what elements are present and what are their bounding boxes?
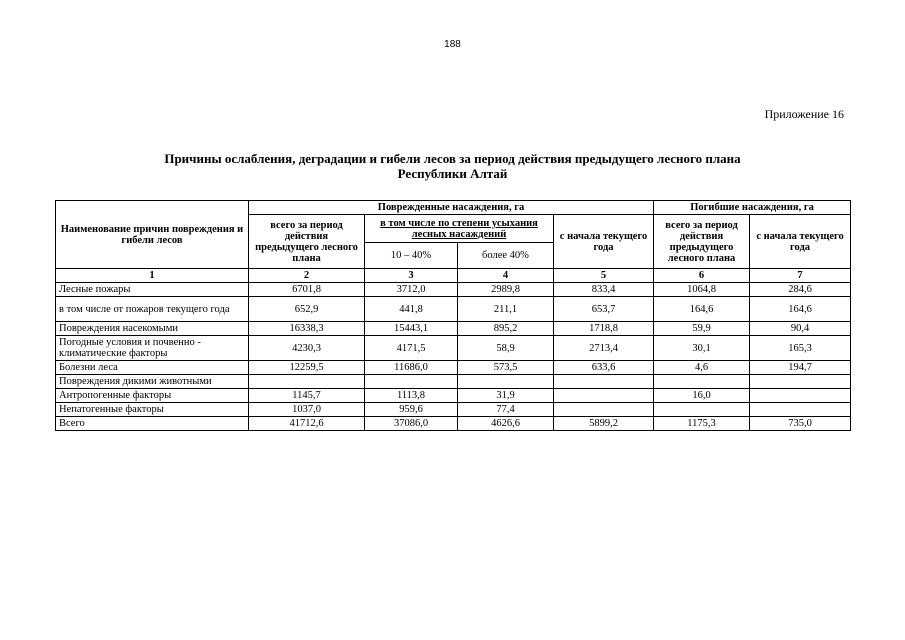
table-cell: 4,6 [654, 361, 750, 375]
table-cell: 15443,1 [365, 322, 458, 336]
table-cell [750, 375, 851, 389]
column-number: 7 [750, 269, 851, 283]
table-cell: 1113,8 [365, 389, 458, 403]
table-cell: 2989,8 [458, 283, 554, 297]
header-degree-over-40: более 40% [458, 243, 554, 269]
table-cell: 959,6 [365, 403, 458, 417]
header-cause-name: Наименование причин повреждения и гибели лесов [56, 201, 249, 269]
table-cell: 833,4 [554, 283, 654, 297]
table-cell: 1037,0 [249, 403, 365, 417]
table-cell: 652,9 [249, 297, 365, 322]
table-row-total [56, 417, 851, 431]
header-dead-total-prev-period: всего за период действия предыдущего лесного плана [654, 215, 750, 269]
table-cell: 1064,8 [654, 283, 750, 297]
table-cell [554, 403, 654, 417]
table-cell: 31,9 [458, 389, 554, 403]
table-row [56, 403, 851, 417]
header-degree-10-40: 10 – 40% [365, 243, 458, 269]
table-cell: 90,4 [750, 322, 851, 336]
table-cell [654, 403, 750, 417]
table-cell: 3712,0 [365, 283, 458, 297]
table-cell: 1145,7 [249, 389, 365, 403]
cause-name: Непатогенные факторы [56, 403, 249, 417]
table-cell: 41712,6 [249, 417, 365, 431]
table-row [56, 389, 851, 403]
table-cell: 165,3 [750, 336, 851, 361]
table-cell: 4230,3 [249, 336, 365, 361]
header-since-current-year: с начала текущего года [554, 215, 654, 269]
table-cell [554, 375, 654, 389]
table-cell: 16338,3 [249, 322, 365, 336]
table-cell: 77,4 [458, 403, 554, 417]
table-cell [750, 403, 851, 417]
table-row [56, 283, 851, 297]
table-row [56, 336, 851, 361]
appendix-label: Приложение 16 [764, 107, 844, 121]
column-number: 2 [249, 269, 365, 283]
cause-name: Антропогенные факторы [56, 389, 249, 403]
header-damaged-group: Поврежденные насаждения, га [249, 201, 654, 215]
table-row [56, 322, 851, 336]
header-including-degree [365, 215, 554, 243]
table-cell: 653,7 [554, 297, 654, 322]
table-cell: 30,1 [654, 336, 750, 361]
table-cell: 573,5 [458, 361, 554, 375]
title-line-1: Причины ослабления, деградации и гибели лесов за период действия предыдущего лесного плана [164, 151, 741, 166]
document-title [60, 151, 845, 181]
table-cell: 58,9 [458, 336, 554, 361]
column-number: 3 [365, 269, 458, 283]
table-cell [458, 375, 554, 389]
header-including-degree-text: в том числе по степени усыхания лесных насаждений [380, 217, 538, 240]
table-cell [365, 375, 458, 389]
table-cell: 284,6 [750, 283, 851, 297]
table-cell: 11686,0 [365, 361, 458, 375]
header-dead-since-current-year: с начала текущего года [750, 215, 851, 269]
cause-name: Всего [56, 417, 249, 431]
table-cell: 59,9 [654, 322, 750, 336]
header-dead-group: Погибшие насаждения, га [654, 201, 851, 215]
page-number: 188 [444, 39, 461, 50]
table-row [56, 361, 851, 375]
cause-name: Повреждения дикими животными [56, 375, 249, 389]
table-cell [249, 375, 365, 389]
table-row [56, 375, 851, 389]
title-line-2: Республики Алтай [397, 166, 508, 181]
column-number: 1 [56, 269, 249, 283]
header-total-prev-period: всего за период действия предыдущего лесного плана [249, 215, 365, 269]
cause-name: Повреждения насекомыми [56, 322, 249, 336]
table-cell: 4626,6 [458, 417, 554, 431]
column-number: 6 [654, 269, 750, 283]
table-cell [654, 375, 750, 389]
table-cell: 735,0 [750, 417, 851, 431]
column-number: 5 [554, 269, 654, 283]
table-cell: 6701,8 [249, 283, 365, 297]
table-cell: 164,6 [654, 297, 750, 322]
table-cell: 2713,4 [554, 336, 654, 361]
column-number: 4 [458, 269, 554, 283]
table-cell: 194,7 [750, 361, 851, 375]
table-cell [554, 389, 654, 403]
table-cell: 16,0 [654, 389, 750, 403]
table-cell: 1175,3 [654, 417, 750, 431]
table-cell [750, 389, 851, 403]
cause-name: Погодные условия и почвенно - климатические факторы [56, 336, 249, 361]
table-cell: 633,6 [554, 361, 654, 375]
table-cell: 895,2 [458, 322, 554, 336]
cause-name: в том числе от пожаров текущего года [56, 297, 249, 322]
table-cell: 4171,5 [365, 336, 458, 361]
cause-name: Болезни леса [56, 361, 249, 375]
table-row [56, 297, 851, 322]
table-cell: 37086,0 [365, 417, 458, 431]
cause-name: Лесные пожары [56, 283, 249, 297]
forest-damage-table [55, 200, 851, 431]
table-cell: 164,6 [750, 297, 851, 322]
table-cell: 5899,2 [554, 417, 654, 431]
table-cell: 12259,5 [249, 361, 365, 375]
table-cell: 211,1 [458, 297, 554, 322]
table-cell: 441,8 [365, 297, 458, 322]
table-cell: 1718,8 [554, 322, 654, 336]
